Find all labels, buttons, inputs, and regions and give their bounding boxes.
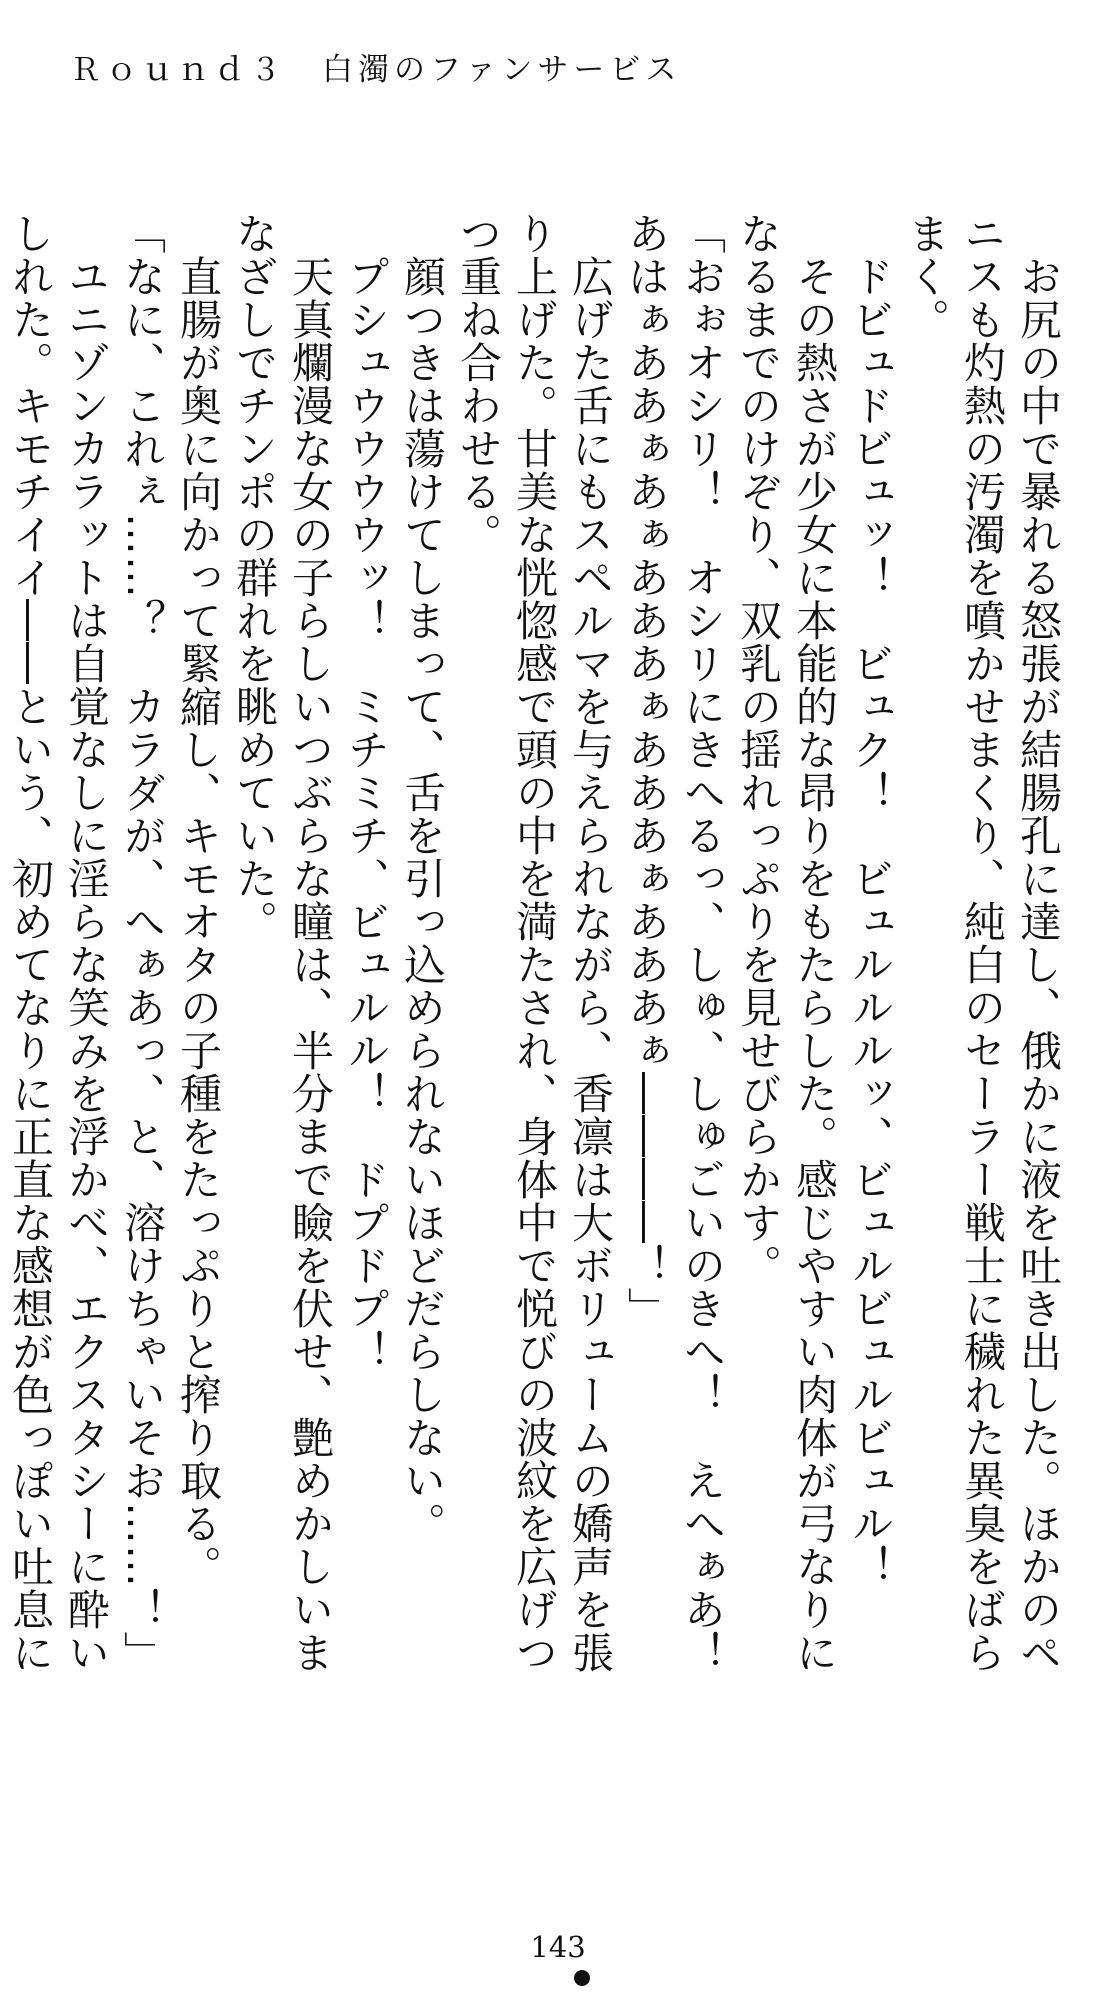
paragraph: 顔つきは蕩けてしまって、舌を引っ込められないほどだらしない。 [398,212,447,1545]
paragraph: 広げた舌にもスペルマを与えられながら、香凛は大ボリュームの嬌声を張り上げた。甘美な恍惚感で頭の中を満たされ、身体中で悦びの波紋を広げつつ重ね合わせる。 [454,212,615,1674]
paragraph: プシュウウウウッ！ ミチミチ、ビュルル！ ドプドプ！ [342,212,391,1373]
paragraph: 「おぉオシリ！ オシリにきへるっ、しゅ、しゅごいのきへ！ えへぁあ！ あはぁああぁあぁあああぁあああぁあああぁ――――！」 [622,212,727,1717]
paragraph: 天真爛漫な女の子らしいつぶらな瞳は、半分まで瞼を伏せ、艶めかしいまなざしでチンポの群れを眺めていた。 [230,212,335,1674]
paragraph: ユニゾンカラットは自覚なしに淫らな笑みを浮かべ、エクスタシーに酔いしれた。キモチイイ――という、初めてなりに正直な感想が色っぽい吐息に [6,212,111,1674]
page-number: 143 [530,1930,586,1964]
paragraph: その熱さが少女に本能的な昂りをもたらした。感じやすい肉体が弓なりになるまでのけぞり、双乳の揺れっぷりを見せびらかす。 [734,212,839,1674]
paragraph: 「なに、これぇ……？ カラダが、へぁあっ、と、溶けちゃいそお……！」 [118,212,167,1674]
page-marker-dot [574,1970,590,1986]
running-header: Ｒｏｕｎｄ３ 白濁のファンサービス [70,52,682,88]
paragraph: 直腸が奥に向かって緊縮し、キモオタの子種をたっぷりと搾り取る。 [174,212,223,1588]
paragraph: お尻の中で暴れる怒張が結腸孔に達し、俄かに液を吐き出した。ほかのペニスも灼熱の汚濁を噴かせまくり、純白のセーラー戦士に穢れた異臭をばらまく。 [902,212,1063,1674]
body-text [6,212,1066,1717]
paragraph: ドビュドビュッ！ ビュク！ ビュルルルッ、ビュルビュルビュル！ [846,212,895,1588]
